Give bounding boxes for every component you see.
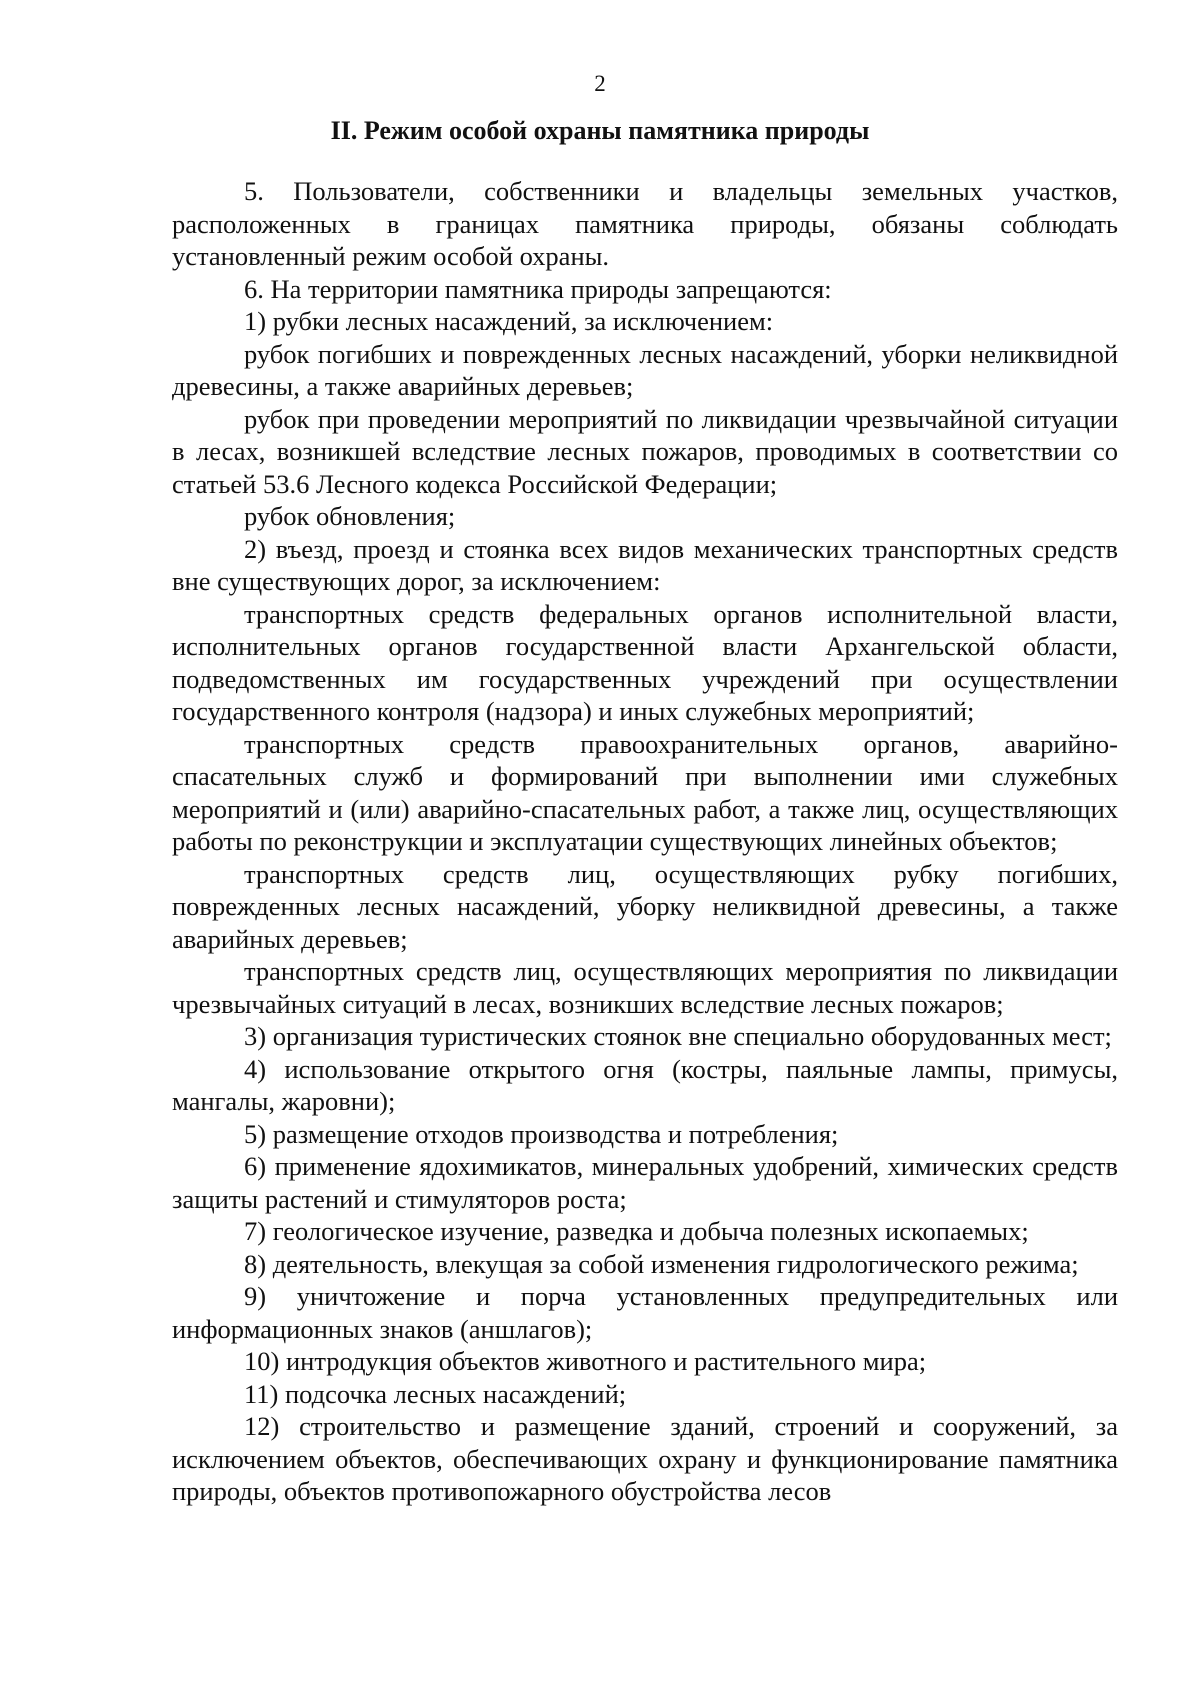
list-item-2: 2) въезд, проезд и стоянка всех видов механических транспортных средств вне существующих дорог, за исключением: <box>172 533 1118 596</box>
list-item-3: 3) организация туристических стоянок вне специально оборудованных мест; <box>244 1021 1112 1051</box>
list-item-10: 10) интродукция объектов животного и растительного мира; <box>244 1346 927 1376</box>
section-title: II. Режим особой охраны памятника природы <box>330 116 870 145</box>
list-item-1: 1) рубки лесных насаждений, за исключением: <box>244 306 774 336</box>
list-item-8: 8) деятельность, влекущая за собой изменения гидрологического режима; <box>244 1248 1079 1279</box>
sub-item-vehicles-rescue: транспортных средств правоохранительных органов, аварийно-спасательных служб и формирований при выполнении ими служебных мероприятий и (или) аварийно-спасательных работ, а также лиц, осуществляющих работы по реконструкции и эксплуатации существующих линейных объектов; <box>172 728 1118 856</box>
list-item-12: 12) строительство и размещение зданий, строений и сооружений, за исключением объектов, обеспечивающих охрану и функционирование памятника природы, объектов противопожарного обустройства лесов <box>172 1411 1118 1506</box>
sub-item-felling-emergency: рубок при проведении мероприятий по ликвидации чрезвычайной ситуации в лесах, возникшей вследствие лесных пожаров, проводимых в соответствии со статьей 53.6 Лесного кодекса Российской Федерации; <box>172 403 1118 499</box>
sub-item-vehicles-fire: транспортных средств лиц, осуществляющих мероприятия по ликвидации чрезвычайных ситуаций в лесах, возникших вследствие лесных пожаров; <box>172 956 1118 1019</box>
paragraph-6: 6. На территории памятника природы запрещаются: <box>244 273 832 304</box>
list-item-5: 5) размещение отходов производства и потребления; <box>244 1118 839 1149</box>
sub-item-felling-renewal: рубок обновления; <box>244 501 456 531</box>
sub-item-vehicles-authorities: транспортных средств федеральных органов исполнительной власти, исполнительных органов государственной власти Архангельской области, подведомственных им государственных учреждений при осуществлении государственного контроля (надзора) и иных служебных мероприятий; <box>172 598 1118 726</box>
list-item-9: 9) уничтожение и порча установленных предупредительных или информационных знаков (аншлагов); <box>172 1281 1118 1344</box>
list-item-4: 4) использование открытого огня (костры, паяльные лампы, примусы, мангалы, жаровни); <box>172 1053 1118 1116</box>
list-item-6: 6) применение ядохимикатов, минеральных удобрений, химических средств защиты растений и стимуляторов роста; <box>172 1151 1118 1214</box>
page-number: 2 <box>594 71 606 96</box>
sub-item-vehicles-felling: транспортных средств лиц, осуществляющих рубку погибших, поврежденных лесных насаждений, уборку неликвидной древесины, а также аварийных деревьев; <box>172 858 1118 954</box>
list-item-11: 11) подсочка лесных насаждений; <box>244 1378 627 1409</box>
list-item-7: 7) геологическое изучение, разведка и добыча полезных ископаемых; <box>244 1216 1029 1246</box>
document-body <box>172 175 1118 1508</box>
sub-item-felling-dead-stands: рубок погибших и поврежденных лесных насаждений, уборки неликвидной древесины, а также аварийных деревьев; <box>172 338 1118 401</box>
paragraph-5: 5. Пользователи, собственники и владельцы земельных участков, расположенных в границах памятника природы, обязаны соблюдать установленный режим особой охраны. <box>172 176 1118 271</box>
